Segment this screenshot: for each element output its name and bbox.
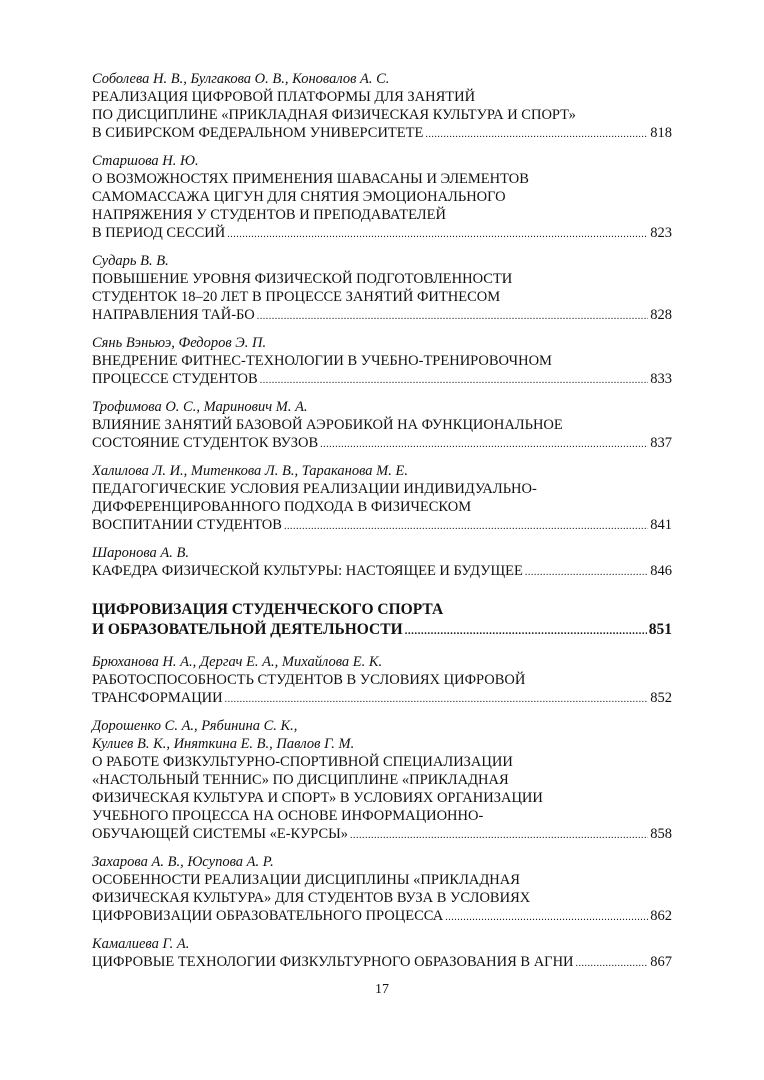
dot-leader <box>525 564 648 582</box>
toc-entry-authors: Шаронова А. В. <box>92 545 189 561</box>
dot-leader <box>284 518 648 536</box>
toc-section-heading <box>92 600 672 641</box>
toc-entry-title-line: РЕАЛИЗАЦИЯ ЦИФРОВОЙ ПЛАТФОРМЫ ДЛЯ ЗАНЯТИЙ <box>92 89 476 105</box>
toc-entry-last-line <box>92 124 672 144</box>
toc-entry-title-end: НАПРАВЛЕНИЯ ТАЙ-БО <box>92 307 255 323</box>
toc-entry-page: 862 <box>650 908 672 924</box>
toc-entry-title-line: ПЕДАГОГИЧЕСКИЕ УСЛОВИЯ РЕАЛИЗАЦИИ ИНДИВИДУАЛЬНО- <box>92 481 537 497</box>
section-last-line <box>92 620 672 641</box>
table-of-contents <box>92 70 672 981</box>
toc-entry-last-line <box>92 306 672 326</box>
toc-entry-title-line: О РАБОТЕ ФИЗКУЛЬТУРНО-СПОРТИВНОЙ СПЕЦИАЛИЗАЦИИ <box>92 754 513 770</box>
toc-entry-last-line <box>92 953 672 973</box>
toc-entry <box>92 334 672 390</box>
toc-entry-page: 828 <box>650 307 672 323</box>
toc-entry-title-end: ТРАНСФОРМАЦИИ <box>92 690 223 706</box>
toc-entry <box>92 462 672 536</box>
dot-leader <box>257 308 649 326</box>
toc-entry-authors: Халилова Л. И., Митенкова Л. В., Тараканова М. Е. <box>92 463 408 479</box>
dot-leader <box>425 126 648 144</box>
dot-leader <box>405 621 647 641</box>
toc-entry-page: 841 <box>650 517 672 533</box>
toc-entry-title-line: ВНЕДРЕНИЕ ФИТНЕС-ТЕХНОЛОГИИ В УЧЕБНО-ТРЕНИРОВОЧНОМ <box>92 353 552 369</box>
toc-entry-title-line: ОСОБЕННОСТИ РЕАЛИЗАЦИИ ДИСЦИПЛИНЫ «ПРИКЛАДНАЯ <box>92 872 520 888</box>
section-title-line: ЦИФРОВИЗАЦИЯ СТУДЕНЧЕСКОГО СПОРТА <box>92 601 444 618</box>
dot-leader <box>445 909 648 927</box>
toc-entry-last-line <box>92 689 672 709</box>
toc-entry-page: 833 <box>650 371 672 387</box>
dot-leader <box>576 955 649 973</box>
toc-entry-title-end: В ПЕРИОД СЕССИЙ <box>92 225 226 241</box>
toc-entry-page: 867 <box>650 954 672 970</box>
toc-entry-last-line <box>92 370 672 390</box>
toc-entry-title-end: СОСТОЯНИЕ СТУДЕНТОК ВУЗОВ <box>92 435 319 451</box>
toc-entry-page: 818 <box>650 125 672 141</box>
toc-entry-title-end: ЦИФРОВЫЕ ТЕХНОЛОГИИ ФИЗКУЛЬТУРНОГО ОБРАЗОВАНИЯ В АГНИ <box>92 954 574 970</box>
toc-entry-title-line: «НАСТОЛЬНЫЙ ТЕННИС» ПО ДИСЦИПЛИНЕ «ПРИКЛАДНАЯ <box>92 772 509 788</box>
dot-leader <box>320 436 648 454</box>
toc-entry-title-end: ОБУЧАЮЩЕЙ СИСТЕМЫ «Е-КУРСЫ» <box>92 826 349 842</box>
toc-entry-last-line <box>92 434 672 454</box>
toc-entry-authors: Камалиева Г. А. <box>92 936 190 952</box>
toc-entry-page: 858 <box>650 826 672 842</box>
toc-entry-title-line: УЧЕБНОГО ПРОЦЕССА НА ОСНОВЕ ИНФОРМАЦИОННО- <box>92 808 484 824</box>
toc-entry-title-end: ВОСПИТАНИИ СТУДЕНТОВ <box>92 517 282 533</box>
toc-entry-last-line <box>92 516 672 536</box>
toc-entry-authors: Старшова Н. Ю. <box>92 153 199 169</box>
toc-entry <box>92 152 672 244</box>
page-number: 17 <box>375 982 389 997</box>
toc-entry <box>92 935 672 973</box>
toc-entry-title-line: ПО ДИСЦИПЛИНЕ «ПРИКЛАДНАЯ ФИЗИЧЕСКАЯ КУЛЬТУРА И СПОРТ» <box>92 107 576 123</box>
toc-entry-title-end: ЦИФРОВИЗАЦИИ ОБРАЗОВАТЕЛЬНОГО ПРОЦЕССА <box>92 908 444 924</box>
toc-entry-title-line: О ВОЗМОЖНОСТЯХ ПРИМЕНЕНИЯ ШАВАСАНЫ И ЭЛЕМЕНТОВ <box>92 171 529 187</box>
toc-entry-title-line: РАБОТОСПОСОБНОСТЬ СТУДЕНТОВ В УСЛОВИЯХ ЦИФРОВОЙ <box>92 672 526 688</box>
toc-entry-authors: Соболева Н. В., Булгакова О. В., Коновалов А. С. <box>92 71 390 87</box>
toc-entry-title-line: СТУДЕНТОК 18–20 ЛЕТ В ПРОЦЕССЕ ЗАНЯТИЙ ФИТНЕСОМ <box>92 289 501 305</box>
toc-entry-authors: Сянь Вэньюэ, Федоров Э. П. <box>92 335 267 351</box>
toc-entry <box>92 853 672 927</box>
dot-leader <box>227 226 648 244</box>
toc-entry <box>92 252 672 326</box>
toc-entry-title-line: НАПРЯЖЕНИЯ У СТУДЕНТОВ И ПРЕПОДАВАТЕЛЕЙ <box>92 207 446 223</box>
section-page: 851 <box>648 621 672 638</box>
toc-entry-last-line <box>92 224 672 244</box>
toc-entry-page: 852 <box>650 690 672 706</box>
dot-leader <box>260 372 649 390</box>
toc-entry-title-line: ПОВЫШЕНИЕ УРОВНЯ ФИЗИЧЕСКОЙ ПОДГОТОВЛЕННОСТИ <box>92 271 513 287</box>
toc-entry-title-line: ФИЗИЧЕСКАЯ КУЛЬТУРА» ДЛЯ СТУДЕНТОВ ВУЗА В УСЛОВИЯХ <box>92 890 531 906</box>
toc-entry-authors: Захарова А. В., Юсупова А. Р. <box>92 854 274 870</box>
toc-entry <box>92 398 672 454</box>
toc-entry-authors: Трофимова О. С., Маринович М. А. <box>92 399 308 415</box>
toc-entry <box>92 717 672 845</box>
toc-entry <box>92 70 672 144</box>
toc-entry-title-line: САМОМАССАЖА ЦИГУН ДЛЯ СНЯТИЯ ЭМОЦИОНАЛЬНОГО <box>92 189 506 205</box>
toc-entry-authors: Дорошенко С. А., Рябинина С. К., Кулиев В. К., Иняткина Е. В., Павлов Г. М. <box>92 718 355 752</box>
toc-entry-title-line: ВЛИЯНИЕ ЗАНЯТИЙ БАЗОВОЙ АЭРОБИКОЙ НА ФУНКЦИОНАЛЬНОЕ <box>92 417 563 433</box>
toc-entry-title-end: КАФЕДРА ФИЗИЧЕСКОЙ КУЛЬТУРЫ: НАСТОЯЩЕЕ И БУДУЩЕЕ <box>92 563 523 579</box>
dot-leader <box>350 827 648 845</box>
toc-entry-title-line: ДИФФЕРЕНЦИРОВАННОГО ПОДХОДА В ФИЗИЧЕСКОМ <box>92 499 472 515</box>
toc-entry-last-line <box>92 907 672 927</box>
toc-entry-title-end: ПРОЦЕССЕ СТУДЕНТОВ <box>92 371 258 387</box>
toc-entry-page: 823 <box>650 225 672 241</box>
toc-entry-title-end: В СИБИРСКОМ ФЕДЕРАЛЬНОМ УНИВЕРСИТЕТЕ <box>92 125 424 141</box>
toc-entry-last-line <box>92 825 672 845</box>
toc-entry-page: 846 <box>650 563 672 579</box>
toc-entry <box>92 653 672 709</box>
toc-entry-page: 837 <box>650 435 672 451</box>
section-title-end: И ОБРАЗОВАТЕЛЬНОЙ ДЕЯТЕЛЬНОСТИ <box>92 621 403 638</box>
toc-entry-authors: Брюханова Н. А., Дергач Е. А., Михайлова Е. К. <box>92 654 383 670</box>
dot-leader <box>225 691 649 709</box>
toc-entry-authors: Сударь В. В. <box>92 253 169 269</box>
toc-entry-last-line <box>92 562 672 582</box>
toc-entry <box>92 544 672 582</box>
toc-entry-title-line: ФИЗИЧЕСКАЯ КУЛЬТУРА И СПОРТ» В УСЛОВИЯХ ОРГАНИЗАЦИИ <box>92 790 543 806</box>
